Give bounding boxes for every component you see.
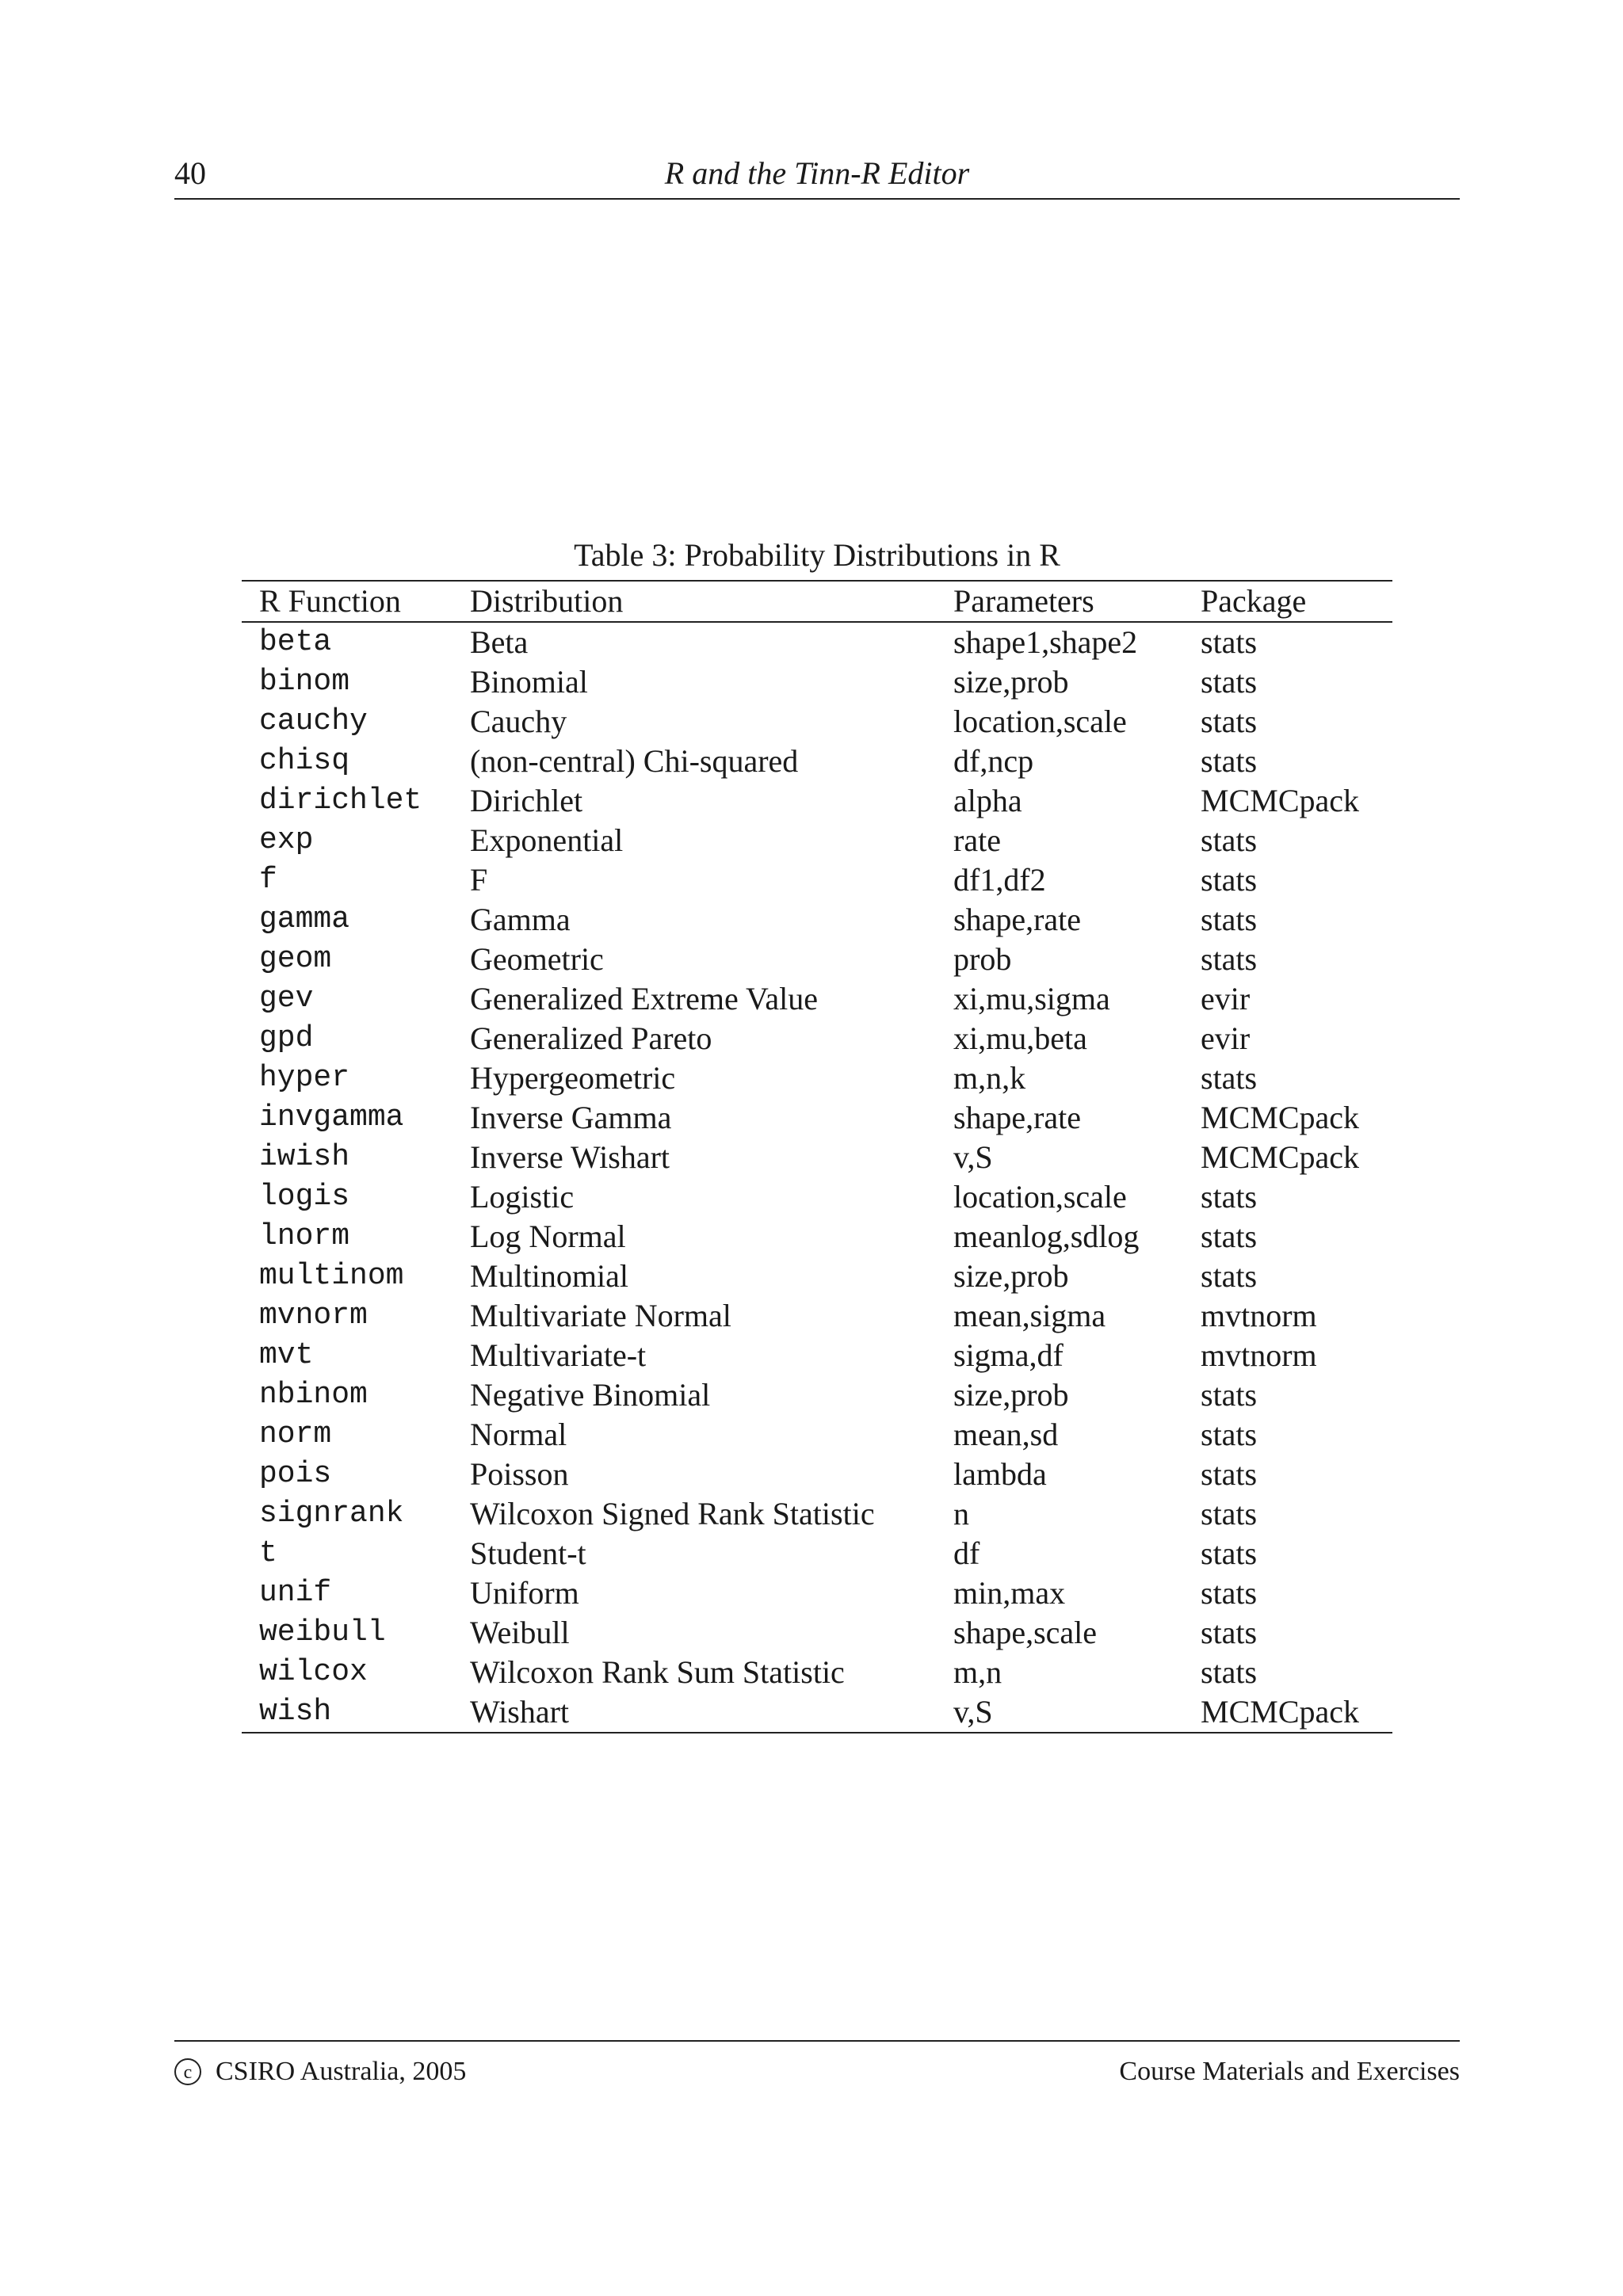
cell-r-function: nbinom: [259, 1378, 368, 1412]
cell-package: MCMCpack: [1183, 1692, 1392, 1733]
cell-r-function: multinom: [259, 1259, 404, 1293]
table-row: [242, 1058, 1392, 1098]
cell-package: stats: [1201, 822, 1258, 858]
table-row: [242, 1494, 1392, 1534]
cell-r-function: f: [259, 863, 277, 897]
cell-package: stats: [1201, 862, 1258, 898]
cell-r-function: dirichlet: [259, 784, 422, 818]
cell-parameters: v,S: [953, 1139, 993, 1175]
cell-parameters: shape,rate: [953, 902, 1082, 937]
cell-distribution: Wilcoxon Rank Sum Statistic: [470, 1654, 845, 1690]
cell-parameters: lambda: [953, 1456, 1047, 1492]
cell-package: stats: [1201, 1496, 1258, 1531]
cell-parameters: size,prob: [953, 1258, 1069, 1294]
cell-r-function: invgamma: [259, 1100, 404, 1135]
cell-distribution: Multivariate-t: [470, 1337, 647, 1373]
table-row: [242, 1613, 1392, 1653]
page-header: [174, 152, 1460, 200]
table-row: [242, 1534, 1392, 1573]
cell-parameters: size,prob: [953, 664, 1069, 700]
table-caption: Table 3: Probability Distributions in R: [574, 537, 1060, 573]
cell-package: MCMCpack: [1201, 1139, 1359, 1175]
table-row: [242, 742, 1392, 781]
cell-distribution: Multivariate Normal: [470, 1298, 731, 1333]
column-header-distribution: Distribution: [453, 581, 936, 622]
copyright-icon: c: [174, 2058, 201, 2085]
cell-package: MCMCpack: [1201, 783, 1359, 818]
cell-package: evir: [1201, 981, 1251, 1016]
cell-r-function: gev: [259, 982, 314, 1016]
cell-package: stats: [1201, 1654, 1258, 1690]
cell-package: stats: [1201, 1060, 1258, 1096]
cell-package: stats: [1201, 1219, 1258, 1254]
table-row: [242, 1375, 1392, 1415]
table-row: [242, 622, 1392, 662]
cell-distribution: Wishart: [453, 1692, 936, 1733]
cell-r-function: lnorm: [259, 1219, 350, 1253]
cell-parameters: location,scale: [953, 704, 1127, 739]
cell-package: stats: [1201, 1615, 1258, 1650]
cell-parameters: shape,rate: [953, 1100, 1082, 1135]
cell-package: stats: [1201, 1575, 1258, 1611]
cell-r-function: t: [259, 1536, 277, 1570]
table-row: [242, 1692, 1392, 1733]
table-row: [242, 1098, 1392, 1138]
cell-package: stats: [1201, 1258, 1258, 1294]
footer-copyright: [174, 2056, 466, 2088]
table-row: [242, 900, 1392, 940]
cell-distribution: Exponential: [470, 822, 624, 858]
cell-parameters: df: [953, 1535, 980, 1571]
table-header-row: [242, 581, 1392, 622]
cell-distribution: Weibull: [470, 1615, 570, 1650]
cell-r-function: signrank: [259, 1497, 404, 1531]
table-row: [242, 702, 1392, 742]
cell-parameters: prob: [953, 941, 1012, 977]
column-header-parameters: Parameters: [936, 581, 1183, 622]
cell-parameters: shape,scale: [953, 1615, 1098, 1650]
cell-distribution: Inverse Gamma: [470, 1100, 672, 1135]
cell-package: stats: [1201, 664, 1258, 700]
cell-parameters: df,ncp: [953, 743, 1034, 779]
cell-package: mvtnorm: [1201, 1298, 1317, 1333]
cell-r-function: iwish: [259, 1140, 350, 1174]
cell-distribution: Hypergeometric: [470, 1060, 676, 1096]
table-row: [242, 860, 1392, 900]
cell-package: evir: [1201, 1020, 1251, 1056]
page-number: 40: [174, 155, 206, 191]
cell-r-function: wish: [242, 1692, 453, 1733]
cell-r-function: wilcox: [259, 1655, 368, 1689]
cell-distribution: Negative Binomial: [470, 1377, 711, 1413]
table-row: [242, 1296, 1392, 1336]
cell-package: stats: [1201, 624, 1258, 660]
cell-r-function: gamma: [259, 902, 350, 936]
cell-distribution: Dirichlet: [470, 783, 583, 818]
cell-package: stats: [1201, 1377, 1258, 1413]
cell-parameters: m,n: [953, 1654, 1002, 1690]
table-row: [242, 1336, 1392, 1375]
table-row: [242, 662, 1392, 702]
cell-parameters: location,scale: [953, 1179, 1127, 1215]
cell-package: stats: [1201, 1456, 1258, 1492]
footer-left-text: CSIRO Australia, 2005: [216, 2057, 467, 2086]
cell-distribution: Gamma: [470, 902, 571, 937]
cell-distribution: Cauchy: [470, 704, 567, 739]
footer-right-text: Course Materials and Exercises: [1119, 2057, 1460, 2086]
cell-parameters: mean,sigma: [953, 1298, 1106, 1333]
cell-parameters: sigma,df: [953, 1337, 1064, 1373]
table-row: [242, 781, 1392, 821]
cell-r-function: logis: [259, 1180, 350, 1214]
cell-parameters: xi,mu,beta: [953, 1020, 1087, 1056]
table-row: [242, 979, 1392, 1019]
cell-parameters: size,prob: [953, 1377, 1069, 1413]
cell-package: stats: [1201, 1179, 1258, 1215]
cell-parameters: v,S: [936, 1692, 1183, 1733]
table-row: [242, 1573, 1392, 1613]
column-header-package: Package: [1183, 581, 1392, 622]
cell-parameters: alpha: [953, 783, 1022, 818]
page-footer: [174, 2040, 1460, 2086]
table-row: [242, 1653, 1392, 1692]
cell-r-function: pois: [259, 1457, 332, 1491]
table-row: [242, 1019, 1392, 1058]
cell-distribution: Multinomial: [470, 1258, 628, 1294]
cell-distribution: Geometric: [470, 941, 604, 977]
table-row: [242, 1217, 1392, 1257]
distributions-table: [242, 580, 1392, 1733]
cell-package: stats: [1201, 902, 1258, 937]
cell-parameters: rate: [953, 822, 1001, 858]
cell-parameters: m,n,k: [953, 1060, 1026, 1096]
table-row: [242, 1415, 1392, 1455]
cell-distribution: Wilcoxon Signed Rank Statistic: [470, 1496, 875, 1531]
cell-r-function: norm: [259, 1417, 332, 1451]
cell-distribution: Logistic: [470, 1179, 575, 1215]
cell-r-function: weibull: [259, 1615, 386, 1650]
cell-distribution: Uniform: [470, 1575, 579, 1611]
cell-r-function: gpd: [259, 1021, 314, 1055]
cell-r-function: mvnorm: [259, 1299, 368, 1333]
cell-distribution: F: [470, 862, 488, 898]
cell-parameters: xi,mu,sigma: [953, 981, 1110, 1016]
table-body: [242, 622, 1392, 1733]
running-title: R and the Tinn-R Editor: [664, 155, 970, 191]
cell-distribution: Normal: [470, 1417, 567, 1452]
cell-distribution: (non-central) Chi-squared: [470, 743, 799, 779]
table-row: [242, 1257, 1392, 1296]
cell-parameters: meanlog,sdlog: [953, 1219, 1140, 1254]
cell-parameters: mean,sd: [953, 1417, 1059, 1452]
cell-package: mvtnorm: [1201, 1337, 1317, 1373]
cell-r-function: unif: [259, 1576, 332, 1610]
cell-package: MCMCpack: [1201, 1100, 1359, 1135]
cell-distribution: Poisson: [470, 1456, 569, 1492]
cell-package: stats: [1201, 941, 1258, 977]
table-row: [242, 1455, 1392, 1494]
cell-r-function: mvt: [259, 1338, 314, 1372]
cell-r-function: beta: [259, 625, 332, 659]
cell-distribution: Beta: [470, 624, 529, 660]
cell-distribution: Student-t: [470, 1535, 586, 1571]
cell-r-function: exp: [259, 823, 314, 857]
cell-package: stats: [1201, 704, 1258, 739]
cell-parameters: min,max: [953, 1575, 1066, 1611]
table-row: [242, 1138, 1392, 1177]
cell-r-function: binom: [259, 665, 350, 699]
cell-r-function: hyper: [259, 1061, 350, 1095]
table-row: [242, 1177, 1392, 1217]
cell-distribution: Inverse Wishart: [470, 1139, 670, 1175]
column-header-r-function: R Function: [242, 581, 453, 622]
cell-package: stats: [1201, 1417, 1258, 1452]
cell-package: stats: [1201, 743, 1258, 779]
cell-r-function: geom: [259, 942, 332, 976]
table-row: [242, 821, 1392, 860]
cell-r-function: chisq: [259, 744, 350, 778]
cell-package: stats: [1201, 1535, 1258, 1571]
table-row: [242, 940, 1392, 979]
cell-parameters: shape1,shape2: [953, 624, 1138, 660]
cell-distribution: Binomial: [470, 664, 588, 700]
cell-distribution: Log Normal: [470, 1219, 626, 1254]
cell-distribution: Generalized Extreme Value: [470, 981, 819, 1016]
cell-r-function: cauchy: [259, 704, 368, 738]
cell-distribution: Generalized Pareto: [470, 1020, 712, 1056]
cell-parameters: n: [953, 1496, 969, 1531]
cell-parameters: df1,df2: [953, 862, 1046, 898]
